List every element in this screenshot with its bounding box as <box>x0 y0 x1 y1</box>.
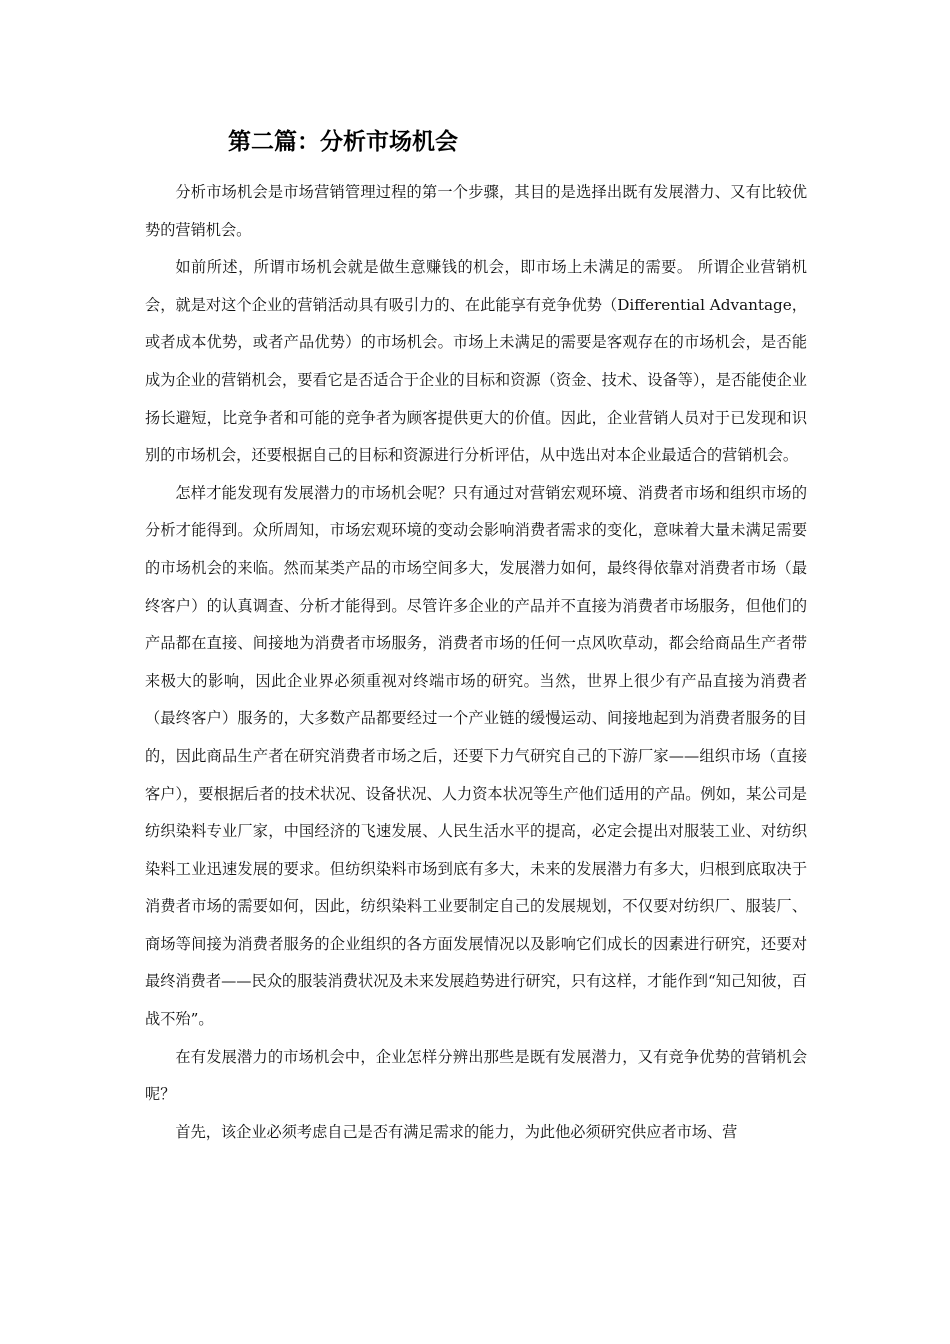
paragraph-2: 如前所述，所谓市场机会就是做生意赚钱的机会，即市场上未满足的需要。 所谓企业营销机会，就是对这个企业的营销活动具有吸引力的、在此能享有竞争优势（Differential Advantage，或者成本优势，或者产品优势）的市场机会。市场上未满足的需要是客观存在的市场机会，是否能成为企业的营销机会，要看它是否适合于企业的目标和资源（资金、技术、设备等），是否能使企业扬长避短，比竞争者和可能的竞争者为顾客提供更大的价值。因此，企业营销人员对于已发现和识别的市场机会，还要根据自己的目标和资源进行分析评估，从中选出对本企业最适合的营销机会。 <box>145 258 807 465</box>
paragraph-5: 首先，该企业必须考虑自己是否有满足需求的能力，为此他必须研究供应者市场、营 <box>175 1122 738 1141</box>
document-title: 第二篇：分析市场机会 <box>228 129 458 155</box>
document-body <box>145 174 807 1151</box>
paragraph-4: 在有发展潜力的市场机会中，企业怎样分辨出那些是既有发展潜力，又有竞争优势的营销机会呢？ <box>145 1047 807 1104</box>
paragraph-3: 怎样才能发现有发展潜力的市场机会呢？只有通过对营销宏观环境、消费者市场和组织市场的分析才能得到。众所周知，市场宏观环境的变动会影响消费者需求的变化，意味着大量未满足需要的市场机会的来临。然而某类产品的市场空间多大，发展潜力如何，最终得依靠对消费者市场（最终客户）的认真调查、分析才能得到。尽管许多企业的产品并不直接为消费者市场服务，但他们的产品都在直接、间接地为消费者市场服务，消费者市场的任何一点风吹草动，都会给商品生产者带来极大的影响，因此企业界必须重视对终端市场的研究。当然，世界上很少有产品直接为消费者（最终客户）服务的，大多数产品都要经过一个产业链的缓慢运动、间接地起到为消费者服务的目的，因此商品生产者在研究消费者市场之后，还要下力气研究自己的下游厂家——组织市场（直接客户），要根据后者的技术状况、设备状况、人力资本状况等生产他们适用的产品。例如，某公司是纺织染料专业厂家，中国经济的飞速发展、人民生活水平的提高，必定会提出对服装工业、对纺织染料工业迅速发展的要求。但纺织染料市场到底有多大，未来的发展潜力有多大，归根到底取决于消费者市场的需要如何，因此，纺织染料工业要制定自己的发展规划，不仅要对纺织厂、服装厂、商场等间接为消费者服务的企业组织的各方面发展情况以及影响它们成长的因素进行研究，还要对最终消费者——民众的服装消费状况及未来发展趋势进行研究，只有这样，才能作到“知己知彼，百战不殆”。 <box>145 483 807 1029</box>
paragraph-1: 分析市场机会是市场营销管理过程的第一个步骤，其目的是选择出既有发展潜力、又有比较优势的营销机会。 <box>145 183 807 239</box>
